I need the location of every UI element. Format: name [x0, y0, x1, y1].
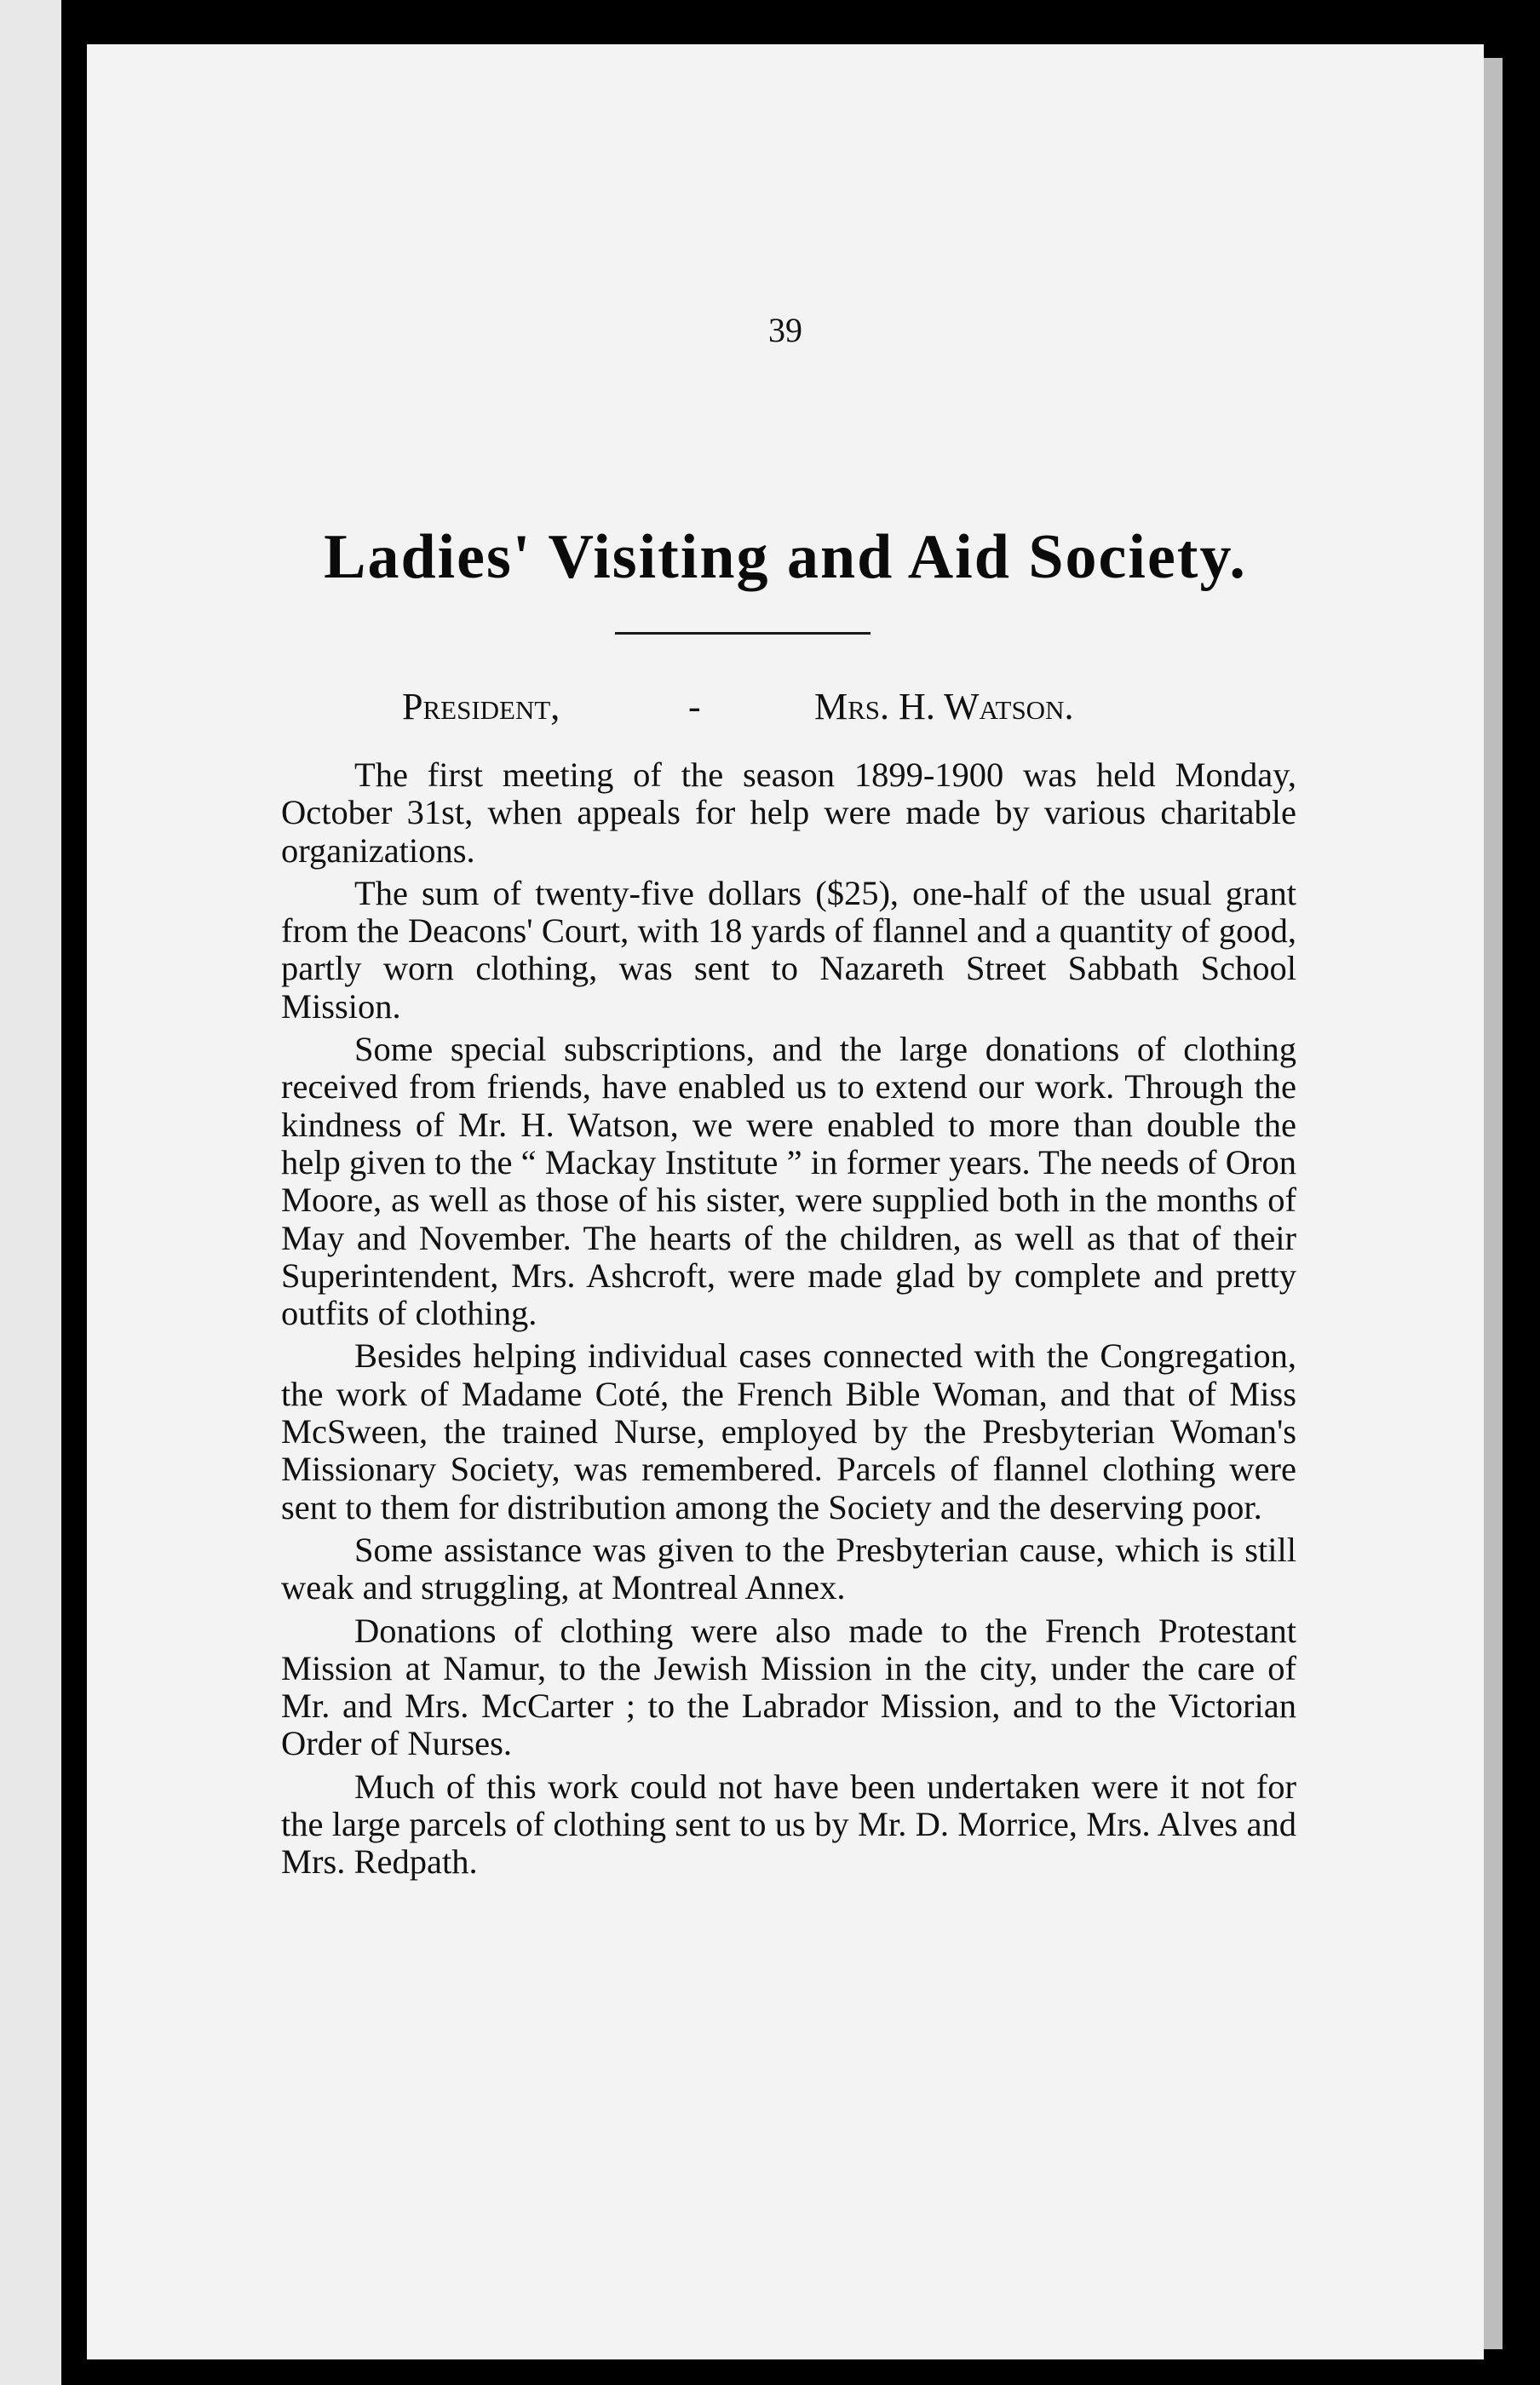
report-body — [281, 756, 1296, 1882]
paragraph: Donations of clothing were also made to the French Protestant Mission at Namur, to the Jewish Mission in the city, under the care of Mr. and Mrs. McCarter ; to the Labrador Mission, and to the Victorian Order of Nurses. — [281, 1611, 1296, 1763]
paragraph: Besides helping individual cases connected with the Congregation, the work of Madame Coté, the French Bible Woman, and that of Miss McSween, the trained Nurse, employed by the Presbyterian Woman's Missionary Society, was remembered. Parcels of flannel clothing were sent to them for distribution among the Society and the deserving poor. — [281, 1336, 1296, 1526]
officer-name: Mrs. H. Watson. — [814, 686, 1074, 727]
page-title: Ladies' Visiting and Aid Society. — [324, 522, 1247, 592]
paragraph: The first meeting of the season 1899-1900 was held Monday, October 31st, when appeals for help were made by various charitable organizations. — [281, 756, 1296, 870]
page-stack-edge — [1484, 58, 1503, 2349]
page-number: 39 — [768, 311, 802, 349]
officer-role: President, — [402, 686, 560, 727]
title-divider — [615, 632, 871, 635]
paragraph: Some assistance was given to the Presbyterian cause, which is still weak and struggling, at Montreal Annex. — [281, 1530, 1296, 1607]
officer-separator: - — [688, 686, 701, 727]
book-page — [87, 44, 1484, 2359]
adjacent-page-edge — [0, 0, 61, 2385]
paragraph: Much of this work could not have been undertaken were it not for the large parcels of clothing sent to us by Mr. D. Morrice, Mrs. Alves and Mrs. Redpath. — [281, 1767, 1296, 1882]
paragraph: The sum of twenty-five dollars ($25), one-half of the usual grant from the Deacons' Court, with 18 yards of flannel and a quantity of good, partly worn clothing, was sent to Nazareth Street Sabbath School Mission. — [281, 873, 1296, 1026]
paragraph: Some special subscriptions, and the large donations of clothing received from friends, have enabled us to extend our work. Through the kindness of Mr. H. Watson, we were enabled to more than double the help given to the “ Mackay Institute ” in former years. The needs of Oron Moore, as well as those of his sister, were supplied both in the months of May and November. The hearts of the children, as well as that of their Superintendent, Mrs. Ashcroft, were made glad by complete and pretty outfits of clothing. — [281, 1030, 1296, 1333]
